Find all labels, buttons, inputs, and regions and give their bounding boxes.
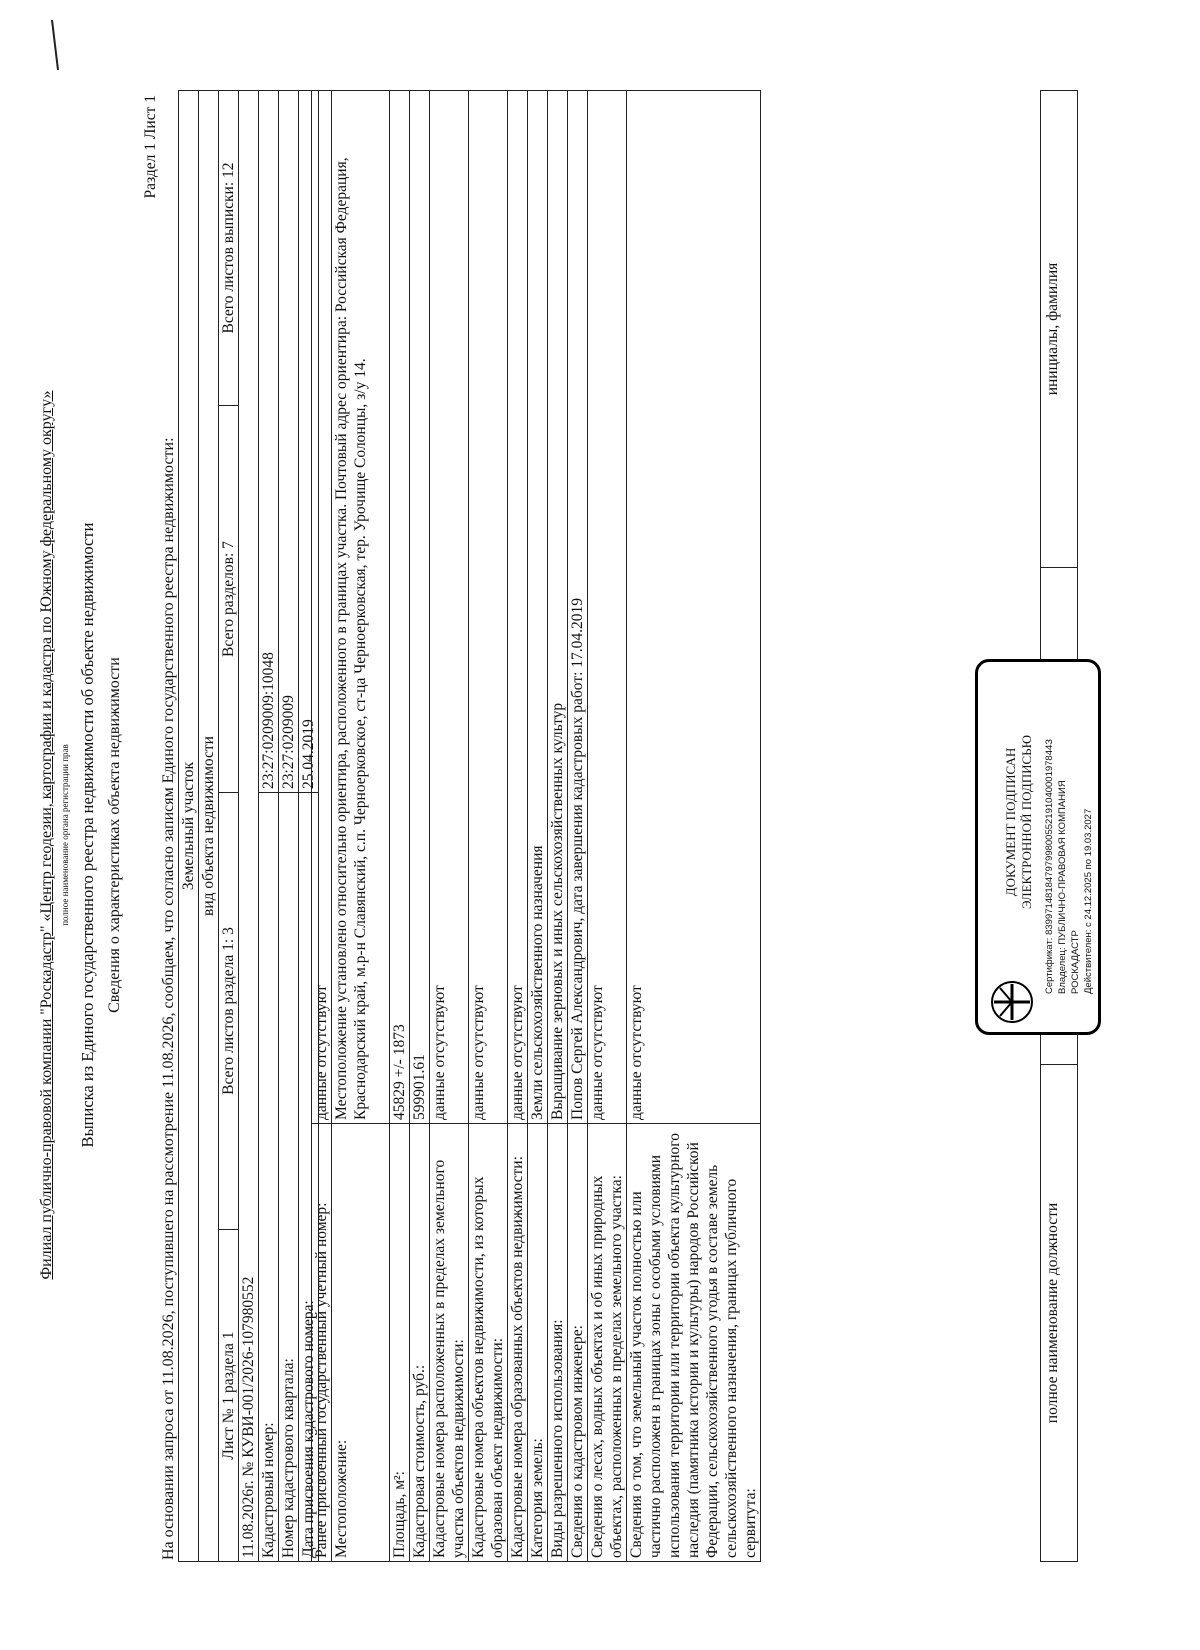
cadastral-number-label: Кадастровый номер: [259,793,279,1562]
electronic-signature-stamp [975,659,1101,1035]
stamp-certificate: Сертификат: 839971481847979980055219104000197844З [1044,738,1055,994]
row-label: Виды разрешенного использования: [548,1124,568,1562]
row-label: Сведения о том, что земельный участок полностью или частично расположен в границах зоны с особыми условиями использования территории или территории объекта культурного наследия (памятника истории и культуры) народов Российской Федерации, сельскохозяйственного угодья в составе земель сельскохозяйственного назначения, границах публичного сервитута: [627,1124,761,1562]
row-label: Категория земель: [528,1124,548,1562]
row-value: данные отсутствуют [430,91,469,1124]
row-label: Кадастровые номера объектов недвижимости, из которых образован объект недвижимости: [469,1124,508,1562]
sheets-in-section: Всего листов раздела 1: 3 [219,793,239,1230]
document-title: Выписка из Единого государственного реестра недвижимости об объекте недвижимости [78,522,97,1148]
cadastral-quarter-value: 23:27:0209009 [279,91,299,793]
row-value: Выращивание зерновых и иных сельскохозяйственных культур [548,91,568,1124]
table-row [568,91,588,1562]
row-value: Земли сельскохозяйственного назначения [528,91,548,1124]
registration-authority-name: Филиал публично-правовой компании "Роскадастр" «Центр геодезии, картографии и кадастра по Южному федеральному округу» [38,390,55,1280]
table-row [508,91,528,1562]
row-value: Местоположение установлено относительно ориентира, расположенного в границах участка. Почтовый адрес ориентира: Российская Федерация, Краснодарский край, м.р-н Славянский, с.п. Черноерковское, ст-ца Черноерковская, тер. Урочище Солонцы, з/у 14. [332,91,390,1124]
name-caption: инициалы, фамилия [1041,91,1078,568]
row-value: данные отсутствуют [469,91,508,1124]
cadastral-number-value: 23:27:0209009:10048 [259,91,279,793]
row-value: Попов Сергей Александрович, дата завершения кадастровых работ: 17.04.2019 [568,91,588,1124]
table-row [430,91,469,1562]
object-type-caption: вид объекта недвижимости [199,91,219,1562]
stamp-title [1003,672,1035,972]
stamp-validity: Действителен: с 24.12.2025 по 19.03.2027 [1083,808,1094,994]
row-value: данные отсутствуют [588,91,627,1124]
request-basis-text: На основании запроса от 11.08.2026, поступившего на рассмотрение 11.08.2026, сообщаем, что согласно записям Единого государственного реестра недвижимости: [160,437,177,1560]
request-reference: 11.08.2026г. № КУВИ-001/2026-107980552 [239,91,259,1562]
cadastral-quarter-label: Номер кадастрового квартала: [279,793,299,1562]
characteristics-table [311,90,761,1562]
table-row [528,91,548,1562]
row-label: Кадастровые номера расположенных в пределах земельного участка объектов недвижимости: [430,1124,469,1562]
table-row [627,91,761,1562]
row-label: Кадастровая стоимость, руб.: [410,1124,430,1562]
row-value: 45829 +/- 1873 [390,91,410,1124]
row-label: Сведения о лесах, водных объектах и об иных природных объектах, расположенных в пределах земельного участка: [588,1124,627,1562]
sheets-total: Всего листов выписки: 12 [219,91,239,406]
row-value: данные отсутствуют [312,91,332,1124]
row-value: 599901.61 [410,91,430,1124]
pen-mark-icon [20,12,80,72]
table-row [312,91,332,1562]
stamp-title-line2: ЭЛЕКТРОННОЙ ПОДПИСЬЮ [1019,735,1034,909]
summary-table [178,90,319,1562]
stamp-owner: Владелец: ПУБЛИЧНО-ПРАВОВАЯ КОМПАНИЯ [1057,780,1068,994]
sheet-number: Лист № 1 раздела 1 [219,1230,239,1562]
row-value: данные отсутствуют [508,91,528,1124]
row-label: Ранее присвоенный государственный учетный номер: [312,1124,332,1562]
section-title: Сведения о характеристиках объекта недвижимости [106,657,123,1013]
table-row [469,91,508,1562]
stamp-title-line1: ДОКУМЕНТ ПОДПИСАН [1003,747,1018,897]
object-type: Земельный участок [179,91,199,1562]
row-label: Сведения о кадастровом инженере: [568,1124,588,1562]
assignment-date-label: Дата присвоения кадастрового номера: [299,793,319,1562]
roskadastr-logo-icon [990,980,1034,1024]
row-label: Кадастровые номера образованных объектов недвижимости: [508,1124,528,1562]
position-caption: полное наименование должности [1041,1065,1078,1562]
table-row [332,91,390,1562]
row-label: Площадь, м²: [390,1124,410,1562]
row-value: данные отсутствуют [627,91,761,1124]
row-label: Местоположение: [332,1124,390,1562]
assignment-date-value: 25.04.2019 [299,91,319,793]
table-row [548,91,568,1562]
table-row [390,91,410,1562]
stamp-owner-line2: РОСКАДАСТР [1070,930,1081,994]
sections-total: Всего разделов: 7 [219,406,239,793]
table-row [410,91,430,1562]
registration-authority-caption: полное наименование органа регистрации прав [60,744,70,926]
section-sheet-label: Раздел 1 Лист 1 [142,95,159,199]
table-row [588,91,627,1562]
